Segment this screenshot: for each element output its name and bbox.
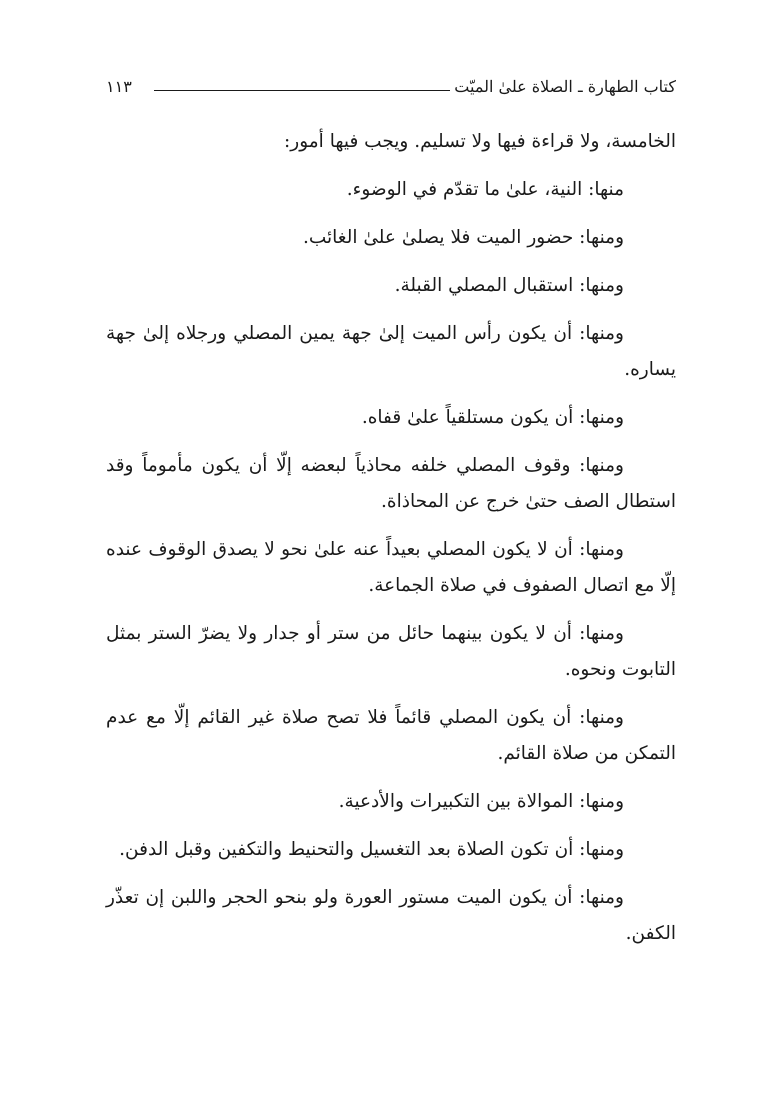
paragraph: ومنها: وقوف المصلي خلفه محاذياً لبعضه إلّا أن يكون مأموماً وقد استطال الصف حتىٰ خرج عن المحاذاة.	[106, 455, 676, 512]
paragraph: ومنها: أن يكون مستلقياً علىٰ قفاه.	[361, 407, 624, 428]
paragraph: ومنها: أن لا يكون المصلي بعيداً عنه علىٰ نحو لا يصدق الوقوف عنده إلّا مع اتصال الصفوف في صلاة الجماعة.	[106, 539, 676, 596]
paragraph: ومنها: استقبال المصلي القبلة.	[394, 275, 624, 296]
running-title: كتاب الطهارة ـ الصلاة علىٰ الميّت	[454, 77, 676, 96]
paragraph: ومنها: الموالاة بين التكبيرات والأدعية.	[338, 791, 624, 812]
text-body	[106, 124, 676, 964]
paragraph: ومنها: أن يكون المصلي قائماً فلا تصح صلاة غير القائم إلّا مع عدم التمكن من صلاة القائم.	[106, 707, 676, 764]
paragraph: ومنها: أن يكون الميت مستور العورة ولو بنحو الحجر واللبن إن تعذّر الكفن.	[106, 887, 676, 944]
page-header	[106, 72, 676, 102]
paragraph: ومنها: أن يكون رأس الميت إلىٰ جهة يمين المصلي ورجلاه إلىٰ جهة يساره.	[106, 323, 676, 380]
header-rule	[154, 90, 450, 91]
paragraph: منها: النية، علىٰ ما تقدّم في الوضوء.	[346, 179, 624, 200]
paragraph: ومنها: أن تكون الصلاة بعد التغسيل والتحنيط والتكفين وقبل الدفن.	[119, 839, 624, 860]
paragraph: ومنها: أن لا يكون بينهما حائل من ستر أو جدار ولا يضرّ الستر بمثل التابوت ونحوه.	[106, 623, 676, 680]
paragraph: ومنها: حضور الميت فلا يصلىٰ علىٰ الغائب.	[302, 227, 624, 248]
page-number: ١١٣	[106, 77, 132, 96]
paragraph: الخامسة، ولا قراءة فيها ولا تسليم. ويجب فيها أمور:	[284, 131, 676, 152]
